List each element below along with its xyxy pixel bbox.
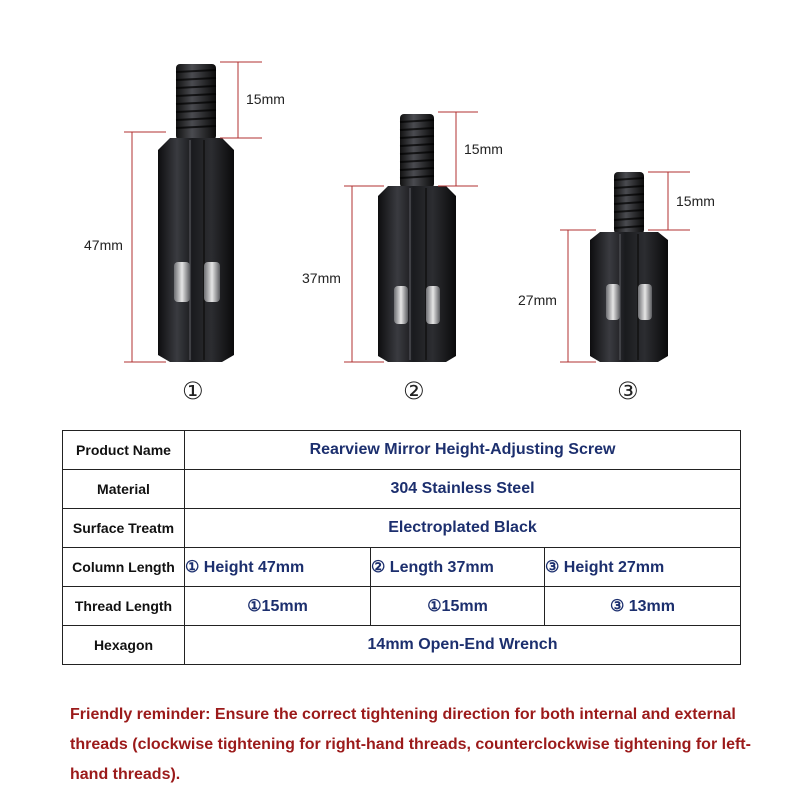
screw-1 (158, 64, 234, 362)
screw-3-slot-left (606, 284, 620, 320)
product-name-value: Rearview Mirror Height-Adjusting Screw (185, 431, 741, 470)
row-label-surface: Surface Treatm (63, 509, 185, 548)
screw-2 (378, 114, 456, 362)
table-row (63, 509, 741, 548)
screw-1-index: ① (182, 377, 204, 405)
friendly-reminder: Friendly reminder: Ensure the correct tightening direction for both internal and external threads (clockwise tightening for right-hand threads, counterclockwise tightening for left-hand threads). (70, 706, 751, 783)
screw-2-thread-dim: 15mm (464, 141, 503, 157)
material-value: 304 Stainless Steel (185, 470, 741, 509)
row-label-material: Material (63, 470, 185, 509)
screw-3-hex-body (590, 232, 668, 362)
table-row (63, 470, 741, 509)
screw-3 (590, 172, 668, 362)
screw-3-slot-right (638, 284, 652, 320)
row-label-thread-length: Thread Length (63, 587, 185, 626)
screw-1-slot-left (174, 262, 190, 302)
thread-length-1: ①15mm (185, 587, 371, 626)
column-length-2: ② Length 37mm (371, 548, 545, 587)
screw-2-length-dim: 37mm (302, 270, 341, 286)
screw-1-slot-right (204, 262, 220, 302)
screw-1-hex-body (158, 138, 234, 362)
hexagon-value: 14mm Open-End Wrench (185, 626, 741, 665)
screw-1-thread-dim: 15mm (246, 91, 285, 107)
surface-value: Electroplated Black (185, 509, 741, 548)
screw-2-slot-right (426, 286, 440, 324)
screw-2-slot-left (394, 286, 408, 324)
thread-length-3: ③ 13mm (545, 587, 741, 626)
row-label-hexagon: Hexagon (63, 626, 185, 665)
screw-3-thread-dim: 15mm (676, 193, 715, 209)
column-length-3: ③ Height 27mm (545, 548, 741, 587)
screw-3-length-dim: 27mm (518, 292, 557, 308)
table-row (63, 626, 741, 665)
screw-2-index: ② (403, 377, 425, 405)
row-label-column-length: Column Length (63, 548, 185, 587)
thread-length-2: ①15mm (371, 587, 545, 626)
screw-1-length-dim: 47mm (84, 237, 123, 253)
table-row (63, 431, 741, 470)
screw-3-index: ③ (617, 377, 639, 405)
table-row (63, 587, 741, 626)
table-row (63, 548, 741, 587)
spec-table (62, 430, 741, 665)
screw-2-hex-body (378, 186, 456, 362)
row-label-product-name: Product Name (63, 431, 185, 470)
column-length-1: ① Height 47mm (185, 548, 371, 587)
